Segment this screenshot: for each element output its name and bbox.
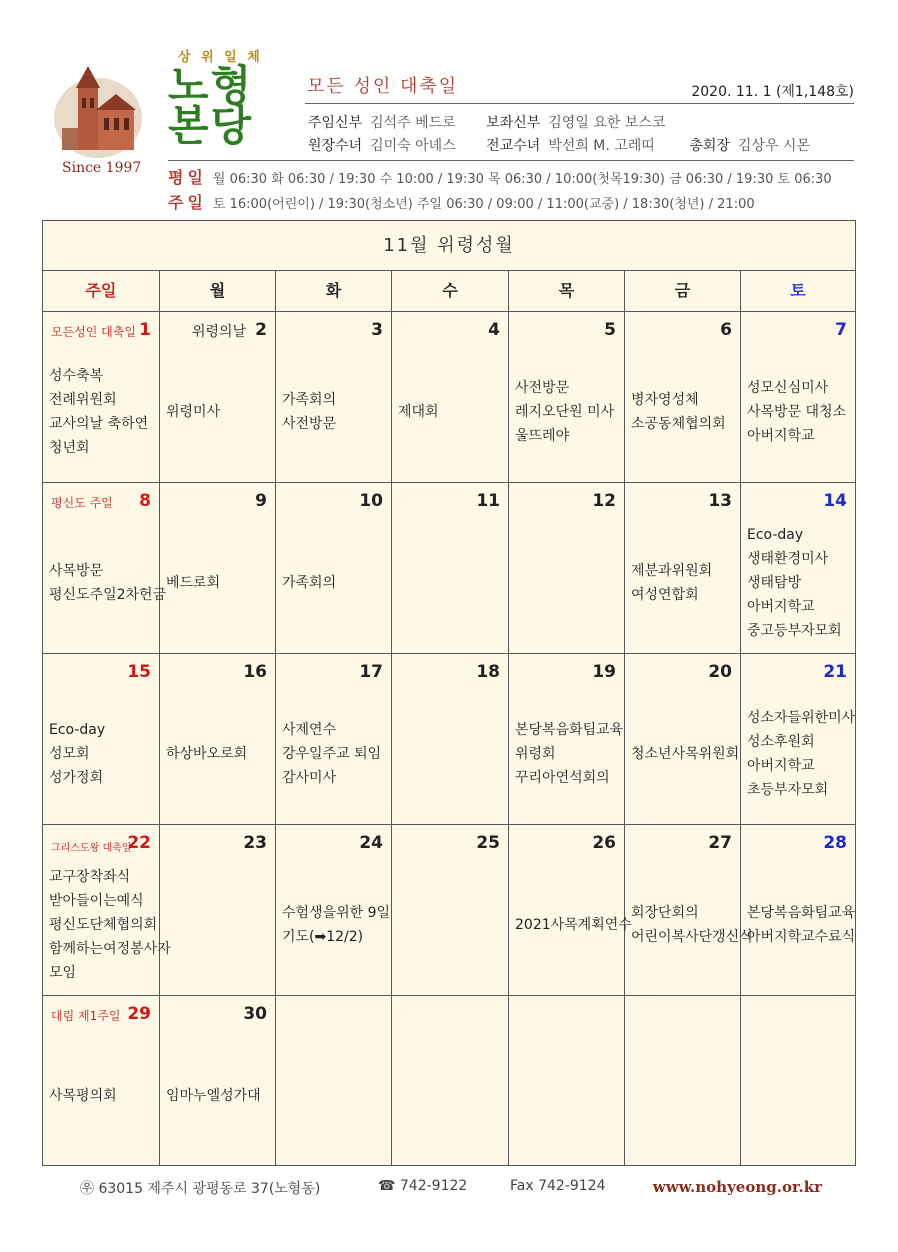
calendar-day-cell — [509, 312, 625, 483]
calendar-day-cell — [741, 654, 855, 825]
day-number: 20 — [708, 662, 732, 682]
calendar-day-cell — [43, 825, 171, 996]
day-number: 22 — [127, 833, 151, 853]
feast-label: 그리스도왕 대축일 — [51, 843, 132, 854]
event-item: 성소후원회 — [747, 734, 815, 750]
day-name-header: 주일 — [43, 271, 160, 311]
sunday-label: 주일 — [168, 193, 207, 212]
event-item: 어린이복사단갱신식 — [631, 929, 753, 945]
day-number: 26 — [592, 833, 616, 853]
day-events — [631, 692, 738, 816]
event-item: 성수축복 — [49, 368, 104, 384]
day-events — [49, 521, 167, 645]
website-link[interactable]: www.nohyeong.or.kr — [652, 1178, 822, 1196]
calendar-day-cell — [509, 483, 625, 654]
day-events — [747, 521, 853, 645]
day-events — [515, 863, 632, 987]
calendar-day-cell — [509, 825, 632, 996]
feast-title: 모든 성인 대축일 — [307, 76, 459, 97]
day-name-header: 토 — [790, 281, 806, 300]
event-item: 청소년사목위원회 — [631, 746, 740, 762]
staff-role: 주임신부 — [308, 115, 363, 131]
calendar-day-cell — [625, 996, 741, 1165]
event-item: 사제연수 — [282, 722, 337, 738]
day-events — [515, 692, 622, 816]
day-events — [398, 350, 506, 474]
day-events — [747, 692, 856, 816]
calendar-day-cell — [392, 825, 509, 996]
day-events — [631, 863, 753, 987]
event-item: 사전방문 — [515, 380, 570, 396]
day-number: 11 — [476, 491, 500, 511]
event-item: 감사미사 — [282, 770, 337, 786]
parish-name-line2: 본당 — [168, 101, 254, 150]
event-item: 중고등부자모회 — [747, 623, 842, 639]
phone: ☎ 742-9122 — [378, 1178, 468, 1194]
event-item: 강우일주교 퇴임 — [282, 746, 382, 762]
calendar-day-cell — [625, 483, 741, 654]
day-number: 8 — [139, 491, 151, 511]
day-number: 30 — [243, 1004, 267, 1024]
day-number: 13 — [708, 491, 732, 511]
event-item: 초등부자모회 — [747, 782, 829, 798]
day-number: 17 — [359, 662, 383, 682]
weekday-label: 평일 — [168, 168, 207, 187]
church-logo-image — [52, 58, 144, 158]
event-item: 사목방문 대청소 — [747, 404, 847, 420]
calendar-day-cell — [160, 483, 276, 654]
event-item: 교구장착좌식 — [49, 869, 131, 885]
day-events — [166, 350, 273, 474]
event-item: 아버지학교 — [747, 428, 815, 444]
sunday-times: 토 16:00(어린이) / 19:30(청소년) 주일 06:30 / 09:00 / 11:00(교중) / 18:30(청년) / 21:00 — [212, 197, 755, 212]
day-name-header: 금 — [625, 271, 741, 311]
day-events — [282, 863, 389, 987]
since-text: Since 1997 — [62, 160, 142, 176]
feast-label: 위령의날 — [192, 324, 247, 340]
event-item: 성소자들위한미사 — [747, 710, 856, 726]
calendar-day-cell — [625, 312, 741, 483]
calendar-day-cell — [509, 654, 625, 825]
calendar-day-cell — [625, 654, 741, 825]
address: ㉾ 63015 제주시 광평동로 37(노형동) — [80, 1181, 321, 1197]
staff-name: 김영일 요한 보스코 — [548, 115, 666, 131]
motto: 상 위 일 체 — [178, 50, 263, 65]
event-item: 여성연합회 — [631, 587, 699, 603]
calendar-day-cell — [43, 483, 167, 654]
event-item: 하상바오로회 — [166, 746, 248, 762]
day-events — [282, 521, 389, 645]
day-events — [49, 350, 157, 474]
day-events — [631, 521, 738, 645]
calendar-day-cell — [43, 996, 160, 1165]
event-item: 임마누엘성가대 — [166, 1087, 261, 1104]
day-number: 3 — [371, 320, 383, 340]
day-number: 14 — [823, 491, 847, 511]
event-item: 받아들이는예식 — [49, 893, 144, 909]
day-number: 6 — [720, 320, 732, 340]
event-item: 회장단회의 — [631, 905, 699, 921]
staff-role: 전교수녀 — [486, 138, 541, 154]
calendar-day-cell — [741, 825, 855, 996]
calendar-day-cell — [741, 312, 855, 483]
staff-row-2 — [308, 135, 810, 155]
day-name-header: 월 — [160, 271, 276, 311]
day-number: 7 — [835, 320, 847, 340]
calendar-title: 11월 위령성월 — [43, 221, 855, 271]
event-item: 성모회 — [49, 746, 90, 762]
calendar-day-cell — [276, 825, 392, 996]
event-item: 사목방문 — [49, 563, 104, 579]
day-names-row — [43, 271, 855, 312]
event-item: 제분과위원회 — [631, 563, 713, 579]
staff-name: 김미숙 아녜스 — [370, 138, 456, 154]
event-item: 위령회 — [515, 746, 556, 762]
day-number: 25 — [476, 833, 500, 853]
event-item: 사목평의회 — [49, 1087, 117, 1104]
day-events — [282, 350, 389, 474]
calendar-day-cell — [276, 483, 392, 654]
weekday-times: 월 06:30 화 06:30 / 19:30 수 10:00 / 19:30 목 06:30 / 10:00(첫목19:30) 금 06:30 / 19:30 토 06:30 — [212, 172, 832, 187]
day-name-header: 수 — [392, 271, 509, 311]
staff-row-1 — [308, 112, 665, 132]
divider — [305, 103, 854, 104]
day-number: 28 — [823, 833, 847, 853]
day-number: 2 — [255, 320, 267, 340]
calendar-day-cell — [43, 654, 160, 825]
event-item: 제대회 — [398, 404, 439, 420]
calendar-day-cell — [160, 312, 276, 483]
calendar-day-cell — [625, 825, 753, 996]
event-item: 본당복음화팀교육 — [515, 722, 624, 738]
event-item: 꾸리아연석회의 — [515, 770, 610, 786]
day-number: 29 — [127, 1004, 151, 1024]
event-item: 수험생을위한 9일 — [282, 905, 391, 921]
day-name-header: 목 — [509, 271, 625, 311]
day-number: 19 — [592, 662, 616, 682]
staff-role: 원장수녀 — [308, 138, 363, 154]
day-number: 10 — [359, 491, 383, 511]
day-number: 27 — [708, 833, 732, 853]
calendar-day-cell — [392, 654, 509, 825]
day-events — [166, 521, 273, 645]
event-item: 아버지학교수료식 — [747, 929, 856, 945]
staff-role: 보좌신부 — [486, 115, 541, 131]
event-item: 기도(➡12/2) — [282, 929, 364, 945]
day-number: 4 — [488, 320, 500, 340]
event-item: 베드로회 — [166, 575, 221, 591]
event-item: 성모신심미사 — [747, 380, 829, 396]
fax: Fax 742-9124 — [510, 1178, 606, 1194]
staff-name: 김석주 베드로 — [370, 115, 456, 131]
weekday-mass-times — [168, 165, 832, 188]
calendar-day-cell — [392, 483, 509, 654]
event-item: 가족회의 — [282, 575, 337, 591]
parish-name — [168, 61, 254, 150]
event-item: 레지오단원 미사 — [515, 404, 615, 420]
calendar-day-cell — [392, 996, 509, 1165]
event-item: 본당복음화팀교육 — [747, 905, 856, 921]
calendar-day-cell — [276, 996, 392, 1165]
event-item: 생태탐방 — [747, 575, 802, 591]
staff-name: 박선희 M. 고레띠 — [548, 138, 655, 154]
event-item: 평신도단체협의회 — [49, 917, 158, 933]
calendar-day-cell — [276, 312, 392, 483]
day-number: 15 — [127, 662, 151, 682]
event-item: 사전방문 — [282, 416, 337, 432]
day-number: 9 — [255, 491, 267, 511]
feast-label: 평신도 주일 — [51, 496, 113, 510]
day-number: 23 — [243, 833, 267, 853]
feast-label: 대림 제1주일 — [51, 1009, 121, 1023]
feast-label: 모든성인 대축일 — [51, 325, 136, 339]
event-item: 소공동체협의회 — [631, 416, 726, 432]
day-number: 5 — [604, 320, 616, 340]
calendar-day-cell — [392, 312, 509, 483]
day-number: 18 — [476, 662, 500, 682]
day-events — [515, 350, 622, 474]
calendar-day-cell — [741, 996, 855, 1165]
day-events — [49, 863, 171, 987]
event-item: 청년회 — [49, 440, 90, 456]
event-item: 병자영성체 — [631, 392, 699, 408]
calendar-day-cell — [276, 654, 392, 825]
event-item: 평신도주일2차헌금 — [49, 587, 167, 603]
calendar-day-cell — [741, 483, 855, 654]
day-events — [49, 1034, 157, 1157]
event-item: Eco-day — [49, 722, 106, 738]
day-number: 16 — [243, 662, 267, 682]
day-events — [166, 692, 273, 816]
day-events — [747, 350, 853, 474]
issue-date: 2020. 11. 1 (제1,148호) — [691, 84, 854, 100]
calendar-day-cell — [160, 654, 276, 825]
calendar-day-cell — [509, 996, 625, 1165]
day-events — [631, 350, 738, 474]
day-name-header: 화 — [276, 271, 392, 311]
event-item: 모임 — [49, 965, 77, 981]
staff-role: 총회장 — [689, 138, 730, 154]
day-number: 12 — [592, 491, 616, 511]
day-events — [747, 863, 856, 987]
event-item: 울뜨레야 — [515, 428, 570, 444]
event-item: 아버지학교 — [747, 599, 815, 615]
event-item: 생태환경미사 — [747, 551, 829, 567]
event-item: Eco-day — [747, 527, 804, 543]
calendar-day-cell — [43, 312, 160, 483]
day-number: 1 — [139, 320, 151, 340]
event-item: 성가정회 — [49, 770, 104, 786]
event-item: 교사의날 축하연 — [49, 416, 149, 432]
event-item: 함께하는여정봉사자 — [49, 941, 171, 957]
calendar-day-cell — [160, 996, 276, 1165]
day-number: 24 — [359, 833, 383, 853]
day-events — [49, 692, 157, 816]
event-item: 위령미사 — [166, 404, 221, 420]
event-item: 전례위원회 — [49, 392, 117, 408]
calendar-day-cell — [160, 825, 276, 996]
event-item: 2021사목계획연수 — [515, 917, 632, 933]
day-events — [282, 692, 389, 816]
parish-name-line1: 노형 — [168, 61, 254, 110]
event-item: 가족회의 — [282, 392, 337, 408]
day-number: 21 — [823, 662, 847, 682]
event-item: 아버지학교 — [747, 758, 815, 774]
sunday-mass-times — [168, 190, 755, 213]
divider — [168, 160, 854, 161]
day-events — [166, 1034, 273, 1157]
calendar — [42, 220, 856, 1166]
staff-name: 김상우 시몬 — [737, 138, 810, 154]
